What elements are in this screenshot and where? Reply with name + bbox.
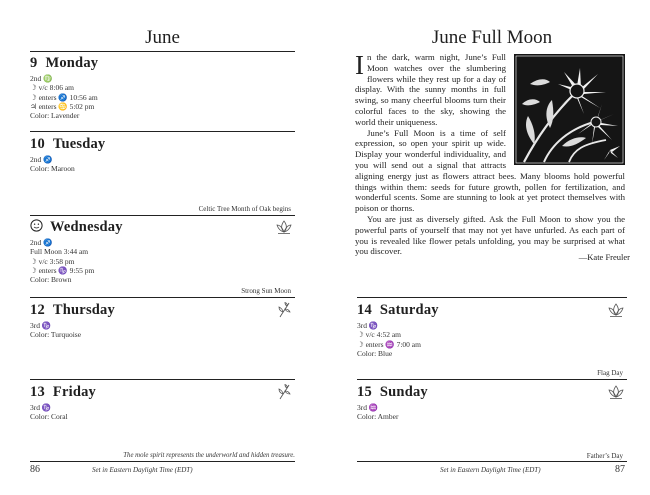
- page-number: 87: [615, 464, 625, 475]
- day-name: Thursday: [52, 302, 115, 318]
- day-number: 14: [357, 302, 372, 318]
- day-details: [30, 321, 81, 340]
- sprig-icon: [275, 302, 293, 318]
- timezone-footer: Set in Eastern Daylight Time (EDT): [92, 466, 193, 474]
- lotus-icon: [607, 302, 625, 318]
- article-text: n the dark, warm night, June’s Full Moon watches over the slumbering flowers while they rest up for a day of display. With the sunny months in full swing, so many cheerful blooms turn their colorful faces to the sky, showing the world their uniqueness.: [355, 52, 506, 127]
- day-color: Color: Maroon: [30, 164, 75, 174]
- day-title: [357, 302, 439, 319]
- day-note: Celtic Tree Month of Oak begins: [198, 205, 291, 213]
- day-title: [30, 219, 123, 236]
- day-color: Color: Lavender: [30, 111, 80, 121]
- footer-rule: [30, 461, 295, 462]
- planet-enters: ♃ enters ♋ 5:02 pm: [30, 101, 95, 111]
- day-name: Wednesday: [50, 219, 123, 235]
- day-details: [30, 74, 98, 120]
- moon-sign: 3rd ♑: [30, 321, 52, 330]
- day-number: 10: [30, 136, 45, 152]
- day-divider: [30, 131, 295, 132]
- moon-sign: 2nd ♐: [30, 155, 53, 164]
- day-entry-saturday: [357, 302, 627, 380]
- day-note: Flag Day: [597, 369, 623, 377]
- coneflower-woodcut-image: [514, 54, 625, 165]
- moon-sign: 3rd ♑: [30, 403, 52, 412]
- day-number: 15: [357, 384, 372, 400]
- sprig-icon: [275, 384, 293, 400]
- day-title: [357, 384, 428, 401]
- day-color: Color: Blue: [357, 348, 393, 358]
- day-title: [30, 136, 105, 153]
- moon-sign: 2nd ♍: [30, 74, 53, 83]
- day-entry-tuesday: [30, 136, 295, 216]
- day-number: 13: [30, 384, 45, 400]
- day-note: Strong Sun Moon: [241, 287, 291, 295]
- day-divider: [30, 297, 295, 298]
- right-page: [325, 0, 650, 495]
- day-divider: [357, 379, 627, 380]
- day-name: Monday: [45, 55, 99, 71]
- day-title: [30, 384, 96, 401]
- article-paragraph: June’s Full Moon is a time of self expression, so open your spirit up wide. Display your wonderful individuality, and you will send out a signal that attracts aligning energy just as flowers attract bees. Many blooms hold powerful things within them: seeds for future growth, pollen for fertilization, and wonderful scents. Some are stunning to look at yet protect themselves with poison or thorns.: [355, 127, 625, 214]
- timezone-footer: Set in Eastern Daylight Time (EDT): [440, 466, 541, 474]
- day-color: Color: Brown: [30, 275, 72, 285]
- drop-cap: I: [355, 50, 364, 80]
- day-entry-thursday: [30, 302, 295, 372]
- day-details: [357, 321, 421, 358]
- moon-void: ☽ v/c 4:52 am: [357, 330, 402, 340]
- day-name: Friday: [52, 384, 96, 400]
- illustration-caption: The mole spirit represents the underworld and hidden treasure.: [123, 452, 295, 459]
- header-rule: [30, 51, 295, 52]
- moon-enters: ☽ enters ♒ 7:00 am: [357, 339, 421, 349]
- left-page-header: June: [145, 27, 180, 48]
- day-title: [30, 302, 115, 319]
- day-entry-monday: [30, 55, 295, 127]
- day-details: [30, 155, 75, 174]
- moon-enters: ☽ enters ♑ 9:55 pm: [30, 265, 95, 275]
- day-color: Color: Turquoise: [30, 330, 82, 340]
- moon-enters: ☽ enters ♐ 10:56 am: [30, 92, 98, 102]
- day-number: 9: [30, 55, 38, 71]
- day-title: [30, 55, 98, 72]
- day-name: Sunday: [379, 384, 428, 400]
- full-moon-article: [355, 52, 625, 257]
- day-details: [30, 238, 94, 284]
- day-color: Color: Amber: [357, 412, 399, 422]
- full-moon-icon: [30, 219, 43, 232]
- day-name: Tuesday: [52, 136, 106, 152]
- day-color: Color: Coral: [30, 412, 68, 422]
- moon-void: ☽ v/c 8:06 am: [30, 83, 75, 93]
- day-details: [30, 403, 68, 422]
- day-divider: [30, 379, 295, 380]
- moon-void: ☽ v/c 3:58 pm: [30, 256, 75, 266]
- day-entry-friday: [30, 384, 295, 454]
- right-page-header: June Full Moon: [431, 27, 553, 48]
- page-number: 86: [30, 464, 40, 475]
- moon-sign: 3rd ♒: [357, 403, 379, 412]
- day-note: Father’s Day: [586, 452, 623, 460]
- day-details: [357, 403, 398, 422]
- day-name: Saturday: [379, 302, 439, 318]
- moon-sign: 2nd ♐: [30, 238, 53, 247]
- day-entry-wednesday: [30, 219, 295, 297]
- lotus-icon: [275, 219, 293, 235]
- day-entry-sunday: [357, 384, 627, 460]
- moon-sign: 3rd ♑: [357, 321, 379, 330]
- full-moon-time: Full Moon 3:44 am: [30, 247, 89, 257]
- day-divider: [30, 215, 295, 216]
- day-number: 12: [30, 302, 45, 318]
- article-paragraph: You are just as diversely gifted. Ask the Full Moon to show you the powerful parts of yourself that may not yet have unfurled. As each part of you is revealed like flower petals unfolding, you may be surprised at what you discover.: [355, 213, 625, 257]
- day-divider: [357, 297, 627, 298]
- footer-rule: [357, 461, 627, 462]
- article-author: —Kate Freuler: [578, 252, 630, 262]
- lotus-icon: [607, 384, 625, 400]
